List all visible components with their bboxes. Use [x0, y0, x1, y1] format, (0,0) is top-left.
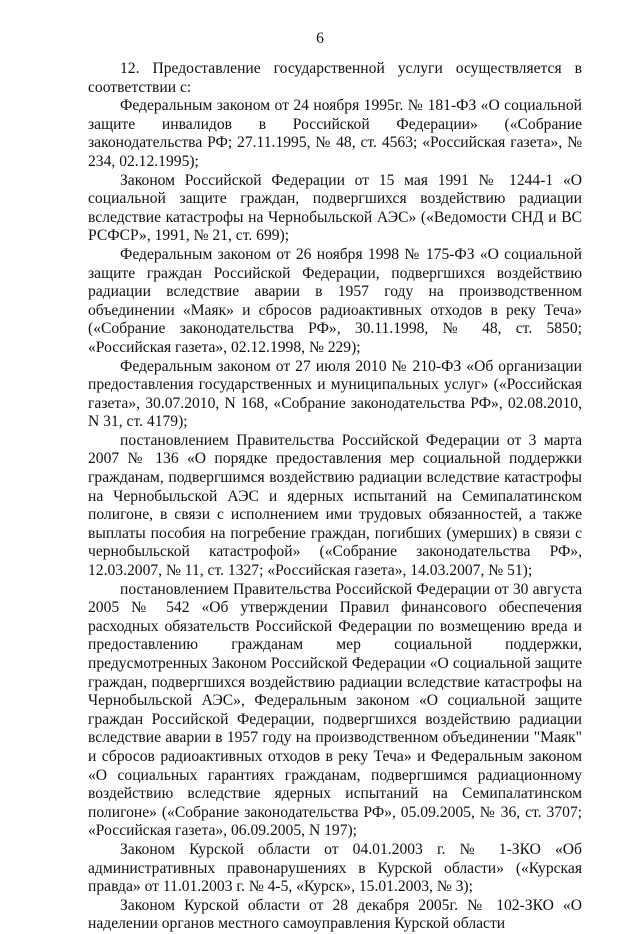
document-body [88, 60, 582, 934]
paragraph-intro: 12. Предоставление государственной услуги осуществляется в соответствии с: [88, 60, 582, 96]
page-number: 6 [316, 30, 324, 47]
paragraph-law-181-fz: Федеральным законом от 24 ноября 1995г. № 181-ФЗ «О социальной защите инвалидов в Российской Федерации» («Собрание законодательства РФ; 27.11.1995, № 48, ст. 4563; «Российская газета», № 234, 02.12.1995); [88, 97, 582, 170]
paragraph-resolution-136: постановлением Правительства Российской Федерации от 3 марта 2007 № 136 «О порядке предоставления мер социальной поддержки гражданам, подвергшимся воздействию радиации вследствие катастрофы на Чернобыльской АЭС и ядерных испытаний на Семипалатинском полигоне, в связи с исполнением ими трудовых обязанностей, а также выплаты пособия на погребение граждан, погибших (умерших) в связи с чернобыльской катастрофой» («Собрание законодательства РФ», 12.03.2007, № 11, ст. 1327; «Российская газета», 14.03.2007, № 51); [88, 431, 582, 580]
paragraph-resolution-542: постановлением Правительства Российской Федерации от 30 августа 2005 № 542 «Об утверждении Правил финансового обеспечения расходных обязательств Российской Федерации по возмещению вреда и предоставлению гражданам мер социальной поддержки, предусмотренных Законом Российской Федерации «О социальной защите граждан, подвергшихся воздействию радиации вследствие катастрофы на Чернобыльской АЭС», Федеральным законом «О социальной защите граждан Российской Федерации, подвергшихся воздействию радиации вследствие аварии в 1957 году на производственном объединении "Маяк" и сбросов радиоактивных отходов в реку Теча» и Федеральным законом «О социальных гарантиях гражданам, подвергшимся радиационному воздействию вследствие ядерных испытаний на Семипалатинском полигоне» («Собрание законодательства РФ», 05.09.2005, № 36, ст. 3707; «Российская газета», 06.09.2005, N 197); [88, 580, 582, 840]
paragraph-kursk-law-1-zko: Законом Курской области от 04.01.2003 г. № 1-ЗКО «Об административных правонарушениях в Курской области» («Курская правда» от 11.01.2003 г. № 4-5, «Курск», 15.01.2003, № 3); [88, 840, 582, 896]
paragraph-law-1244-1: Законом Российской Федерации от 15 мая 1991 № 1244-1 «О социальной защите граждан, подвергшихся воздействию радиации вследствие катастрофы на Чернобыльской АЭС» («Ведомости СНД и ВС РСФСР», 1991, № 21, ст. 699); [88, 171, 582, 245]
paragraph-law-210-fz: Федеральным законом от 27 июля 2010 № 210-ФЗ «Об организации предоставления государственных и муниципальных услуг» («Российская газета», 30.07.2010, N 168, «Собрание законодательства РФ», 02.08.2010, N 31, ст. 4179); [88, 357, 582, 431]
paragraph-kursk-law-102-zko: Законом Курской области от 28 декабря 2005г. № 102-ЗКО «О наделении органов местного самоуправления Курской области [88, 896, 582, 933]
paragraph-law-175-fz: Федеральным законом от 26 ноября 1998 № 175-ФЗ «О социальной защите граждан Российской Федерации, подвергшихся воздействию радиации вследствие аварии в 1957 году на производственном объединении «Маяк» и сбросов радиоактивных отходов в реку Теча» («Собрание законодательства РФ», 30.11.1998, № 48, ст. 5850; «Российская газета», 02.12.1998, № 229); [88, 245, 582, 356]
